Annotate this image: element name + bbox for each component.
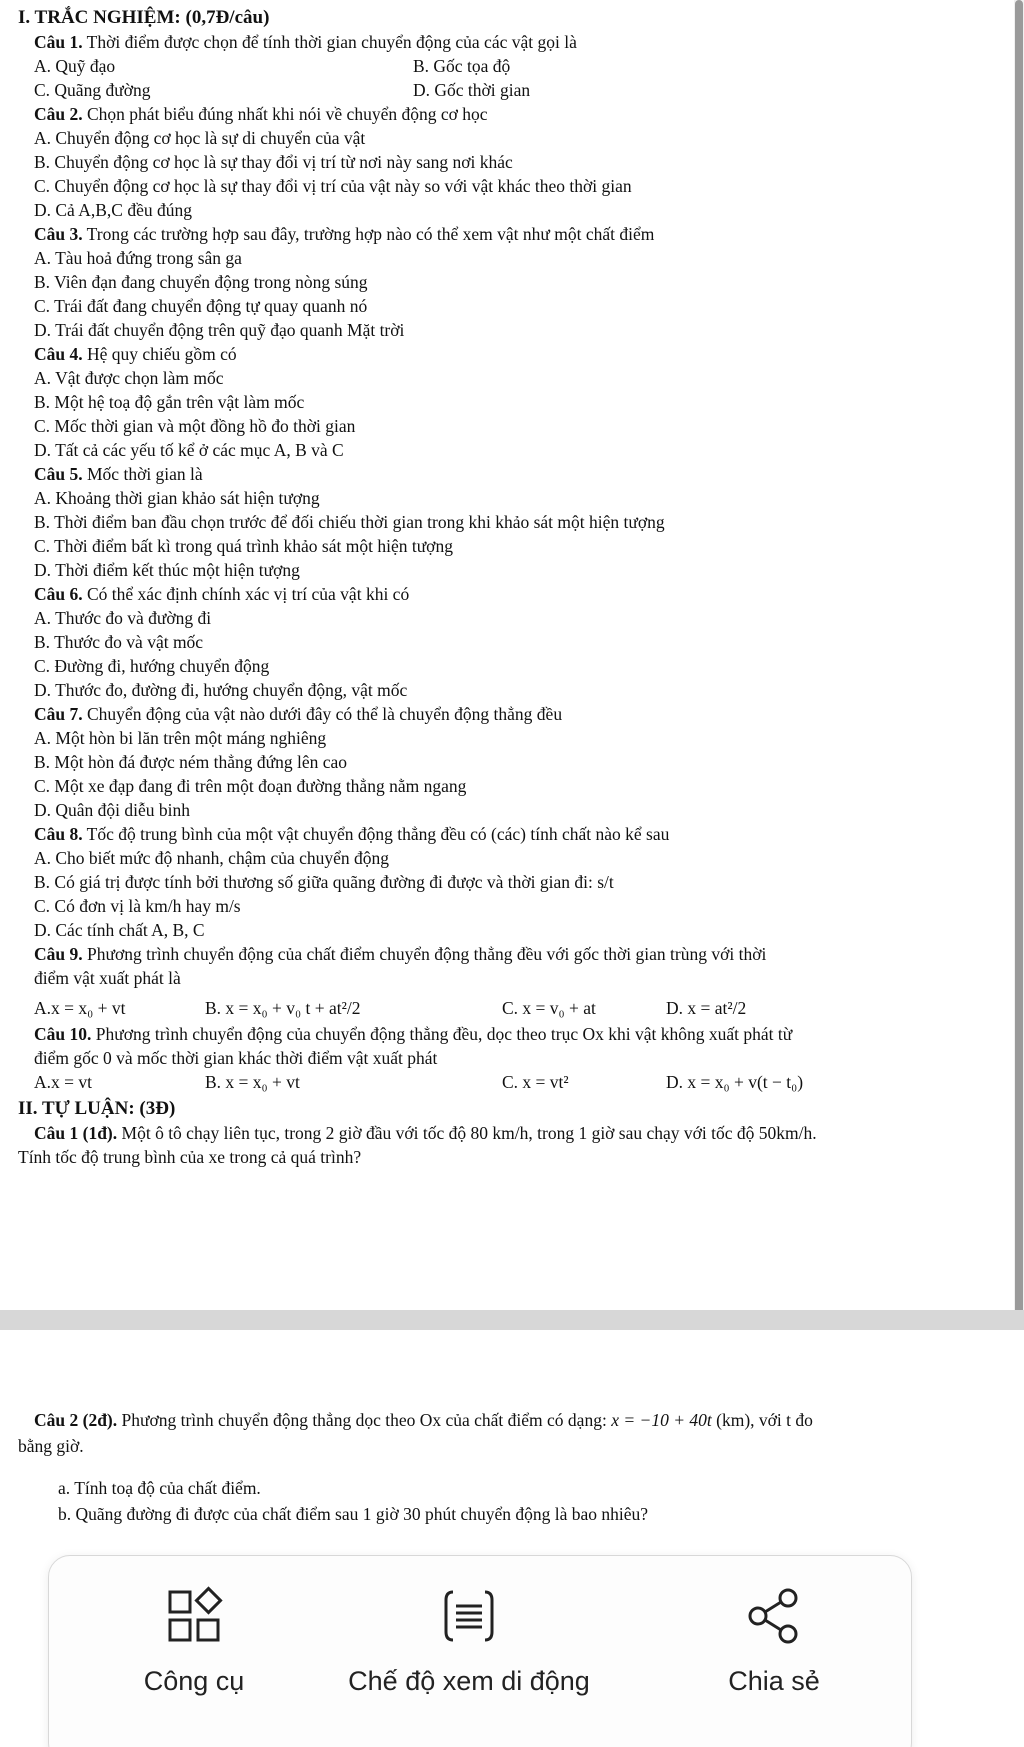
question-6: Câu 6. Có thể xác định chính xác vị trí của vật khi có: [34, 584, 410, 604]
q5-option-a: A. Khoảng thời gian khảo sát hiện tượng: [34, 488, 320, 508]
essay-question-2: Câu 2 (2đ). Phương trình chuyển động thẳng dọc theo Ox của chất điểm có dạng: x = −10 + 40t (km), với t đo: [34, 1410, 813, 1430]
tools-button[interactable]: [69, 1556, 319, 1746]
q2-option-a: A. Chuyển động cơ học là sự di chuyển của vật: [34, 128, 366, 148]
part1-heading: I. TRẮC NGHIỆM: (0,7Đ/câu): [18, 7, 270, 28]
tools-icon: [164, 1586, 224, 1646]
q7-option-c: C. Một xe đạp đang đi trên một đoạn đường thẳng nằm ngang: [34, 776, 467, 796]
q8-option-b: B. Có giá trị được tính bởi thương số giữa quãng đường đi được và thời gian đi: s/t: [34, 872, 614, 892]
scrollbar-thumb[interactable]: [1015, 0, 1023, 1325]
q4-option-b: B. Một hệ toạ độ gắn trên vật làm mốc: [34, 392, 305, 412]
q9-option-b: B. x = x₀ + v₀ t + at²/2: [205, 998, 361, 1018]
q10-option-b: B. x = x₀ + vt: [205, 1072, 300, 1092]
q9-options: [0, 996, 1010, 1020]
q9-option-c: C. x = v₀ + at: [502, 998, 596, 1018]
q2-option-d: D. Cả A,B,C đều đúng: [34, 200, 192, 220]
essay-question-2-cont: bằng giờ.: [18, 1436, 84, 1456]
mobile-view-label: Chế độ xem di động: [348, 1666, 590, 1696]
q3-option-a: A. Tàu hoả đứng trong sân ga: [34, 248, 242, 268]
q10-option-a: A.x = vt: [34, 1072, 92, 1092]
question-8: Câu 8. Tốc độ trung bình của một vật chuyển động thẳng đều có (các) tính chất nào kể sau: [34, 824, 670, 844]
question-3: Câu 3. Trong các trường hợp sau đây, trường hợp nào có thể xem vật như một chất điểm: [34, 224, 655, 244]
q3-option-c: C. Trái đất đang chuyển động tự quay quanh nó: [34, 296, 368, 316]
q5-option-b: B. Thời điểm ban đầu chọn trước để đối chiếu thời gian trong khi khảo sát một hiện tượng: [34, 512, 665, 532]
q1-option-a: A. Quỹ đạo: [34, 56, 116, 76]
share-button[interactable]: [649, 1556, 899, 1746]
q2-option-c: C. Chuyển động cơ học là sự thay đổi vị trí của vật này so với vật khác theo thời gian: [34, 176, 632, 196]
q10-option-c: C. x = vt²: [502, 1072, 569, 1092]
q1-option-b: B. Gốc tọa độ: [413, 56, 511, 76]
document-page-2: [0, 1330, 1024, 1580]
essay-question-1-cont: Tính tốc độ trung bình của xe trong cả quá trình?: [18, 1147, 362, 1167]
q1-options-row2: [0, 78, 1010, 102]
q9-option-d: D. x = at²/2: [666, 998, 747, 1018]
share-label: Chia sẻ: [728, 1666, 820, 1696]
q1-option-d: D. Gốc thời gian: [413, 80, 531, 100]
question-2: Câu 2. Chọn phát biểu đúng nhất khi nói về chuyển động cơ học: [34, 104, 488, 124]
essay-question-2-part-b: b. Quãng đường đi được của chất điểm sau 1 giờ 30 phút chuyển động là bao nhiêu?: [58, 1504, 649, 1524]
scrollbar[interactable]: [1014, 0, 1024, 1325]
page-separator: [0, 1310, 1024, 1330]
share-icon: [744, 1586, 804, 1646]
part2-heading: II. TỰ LUẬN: (3Đ): [18, 1098, 176, 1119]
q7-option-a: A. Một hòn bi lăn trên một máng nghiêng: [34, 728, 327, 748]
q8-option-a: A. Cho biết mức độ nhanh, chậm của chuyển động: [34, 848, 390, 868]
q6-option-c: C. Đường đi, hướng chuyển động: [34, 656, 270, 676]
q1-option-c: C. Quãng đường: [34, 80, 151, 100]
mobile-view-button[interactable]: [319, 1556, 619, 1746]
question-5: Câu 5. Mốc thời gian là: [34, 464, 203, 484]
question-10-cont: điểm gốc 0 và mốc thời gian khác thời điểm vật xuất phát: [34, 1048, 438, 1068]
question-9: Câu 9. Phương trình chuyển động của chất điểm chuyển động thẳng đều với gốc thời gian trùng với thời: [34, 944, 767, 964]
q10-options: [0, 1070, 1010, 1094]
essay-question-1: Câu 1 (1đ). Một ô tô chạy liên tục, trong 2 giờ đầu với tốc độ 80 km/h, trong 1 giờ sau chạy với tốc độ 50km/h.: [34, 1123, 817, 1143]
q4-option-c: C. Mốc thời gian và một đồng hồ đo thời gian: [34, 416, 356, 436]
question-9-cont: điểm vật xuất phát là: [34, 968, 181, 988]
q5-option-d: D. Thời điểm kết thúc một hiện tượng: [34, 560, 300, 580]
question-1: Câu 1. Thời điểm được chọn để tính thời gian chuyển động của các vật gọi là: [34, 32, 577, 52]
question-7: Câu 7. Chuyển động của vật nào dưới đây có thể là chuyển động thẳng đều: [34, 704, 563, 724]
q6-option-d: D. Thước đo, đường đi, hướng chuyển động, vật mốc: [34, 680, 408, 700]
q7-option-b: B. Một hòn đá được ném thẳng đứng lên cao: [34, 752, 348, 772]
question-4: Câu 4. Hệ quy chiếu gồm có: [34, 344, 237, 364]
essay-question-2-part-a: a. Tính toạ độ của chất điểm.: [58, 1478, 261, 1498]
question-10: Câu 10. Phương trình chuyển động của chuyển động thẳng đều, dọc theo trục Ox khi vật không xuất phát từ: [34, 1024, 793, 1044]
q4-option-d: D. Tất cả các yếu tố kể ở các mục A, B và C: [34, 440, 344, 460]
q5-option-c: C. Thời điểm bất kì trong quá trình khảo sát một hiện tượng: [34, 536, 453, 556]
tools-label: Công cụ: [143, 1666, 245, 1696]
mobile-view-icon: [439, 1586, 499, 1646]
q8-option-c: C. Có đơn vị là km/h hay m/s: [34, 896, 241, 916]
q2-option-b: B. Chuyển động cơ học là sự thay đổi vị trí từ nơi này sang nơi khác: [34, 152, 513, 172]
q6-option-b: B. Thước đo và vật mốc: [34, 632, 204, 652]
q9-option-a: A.x = x₀ + vt: [34, 998, 126, 1018]
q8-option-d: D. Các tính chất A, B, C: [34, 920, 205, 940]
q6-option-a: A. Thước đo và đường đi: [34, 608, 212, 628]
essay-question-2-formula: x = −10 + 40t: [611, 1410, 712, 1430]
q3-option-d: D. Trái đất chuyển động trên quỹ đạo quanh Mặt trời: [34, 320, 405, 340]
q7-option-d: D. Quân đội diễu binh: [34, 800, 191, 820]
q4-option-a: A. Vật được chọn làm mốc: [34, 368, 224, 388]
bottom-toolbar: [48, 1555, 912, 1747]
q3-option-b: B. Viên đạn đang chuyển động trong nòng súng: [34, 272, 368, 292]
q1-options-row1: [0, 54, 1010, 78]
q10-option-d: D. x = x₀ + v(t − t₀): [666, 1072, 804, 1092]
